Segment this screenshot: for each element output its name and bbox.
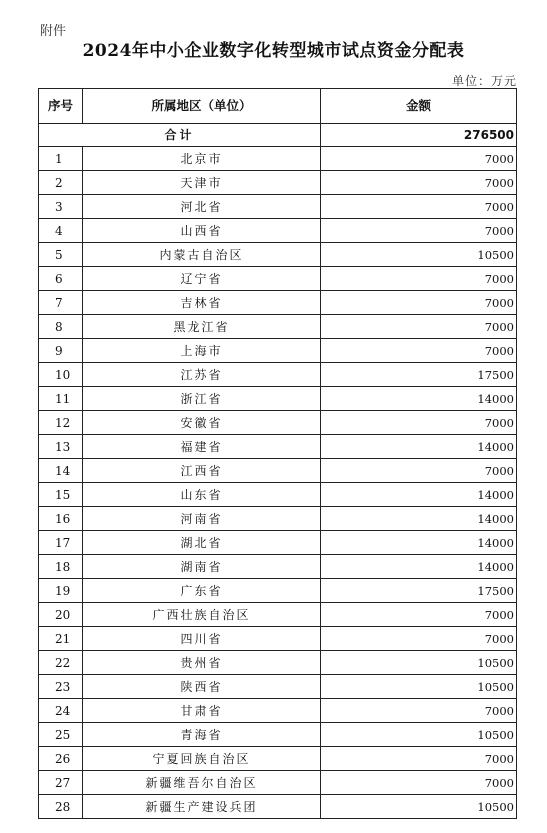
row-index: 5: [39, 243, 83, 267]
header-region: 所属地区（单位）: [83, 89, 321, 124]
total-label: 合计: [39, 124, 321, 147]
row-index: 3: [39, 195, 83, 219]
row-region: 安徽省: [83, 411, 321, 435]
row-region: 福建省: [83, 435, 321, 459]
row-region: 四川省: [83, 627, 321, 651]
row-index: 20: [39, 603, 83, 627]
row-amount: 7000: [321, 291, 517, 315]
attachment-label: 附件: [40, 24, 67, 39]
row-index: 7: [39, 291, 83, 315]
row-index: 15: [39, 483, 83, 507]
row-amount: 7000: [321, 339, 517, 363]
row-index: 23: [39, 675, 83, 699]
table-row: [39, 219, 517, 243]
row-amount: 14000: [321, 507, 517, 531]
row-amount: 7000: [321, 267, 517, 291]
row-index: 16: [39, 507, 83, 531]
row-amount: 7000: [321, 195, 517, 219]
unit-label: 单位：万元: [451, 74, 517, 88]
row-amount: 10500: [321, 243, 517, 267]
row-index: 22: [39, 651, 83, 675]
table-row: [39, 675, 517, 699]
table-row: [39, 483, 517, 507]
row-amount: 7000: [321, 315, 517, 339]
row-index: 1: [39, 147, 83, 171]
row-index: 12: [39, 411, 83, 435]
row-region: 甘肃省: [83, 699, 321, 723]
total-row: [39, 124, 517, 147]
row-region: 上海市: [83, 339, 321, 363]
row-index: 13: [39, 435, 83, 459]
table-row: [39, 699, 517, 723]
row-amount: 7000: [321, 603, 517, 627]
row-region: 黑龙江省: [83, 315, 321, 339]
table-row: [39, 147, 517, 171]
table-row: [39, 555, 517, 579]
table-row: [39, 771, 517, 795]
row-region: 湖南省: [83, 555, 321, 579]
row-region: 河北省: [83, 195, 321, 219]
table-row: [39, 411, 517, 435]
row-region: 江西省: [83, 459, 321, 483]
row-amount: 7000: [321, 459, 517, 483]
row-index: 25: [39, 723, 83, 747]
table-row: [39, 195, 517, 219]
table-header-row: [39, 89, 517, 124]
table-row: [39, 243, 517, 267]
row-region: 山东省: [83, 483, 321, 507]
row-amount: 14000: [321, 387, 517, 411]
table-row: [39, 171, 517, 195]
row-amount: 7000: [321, 147, 517, 171]
row-amount: 10500: [321, 795, 517, 819]
table-row: [39, 363, 517, 387]
row-amount: 7000: [321, 771, 517, 795]
table-row: [39, 387, 517, 411]
table-row: [39, 579, 517, 603]
table-row: [39, 723, 517, 747]
row-region: 辽宁省: [83, 267, 321, 291]
table-row: [39, 747, 517, 771]
table-row: [39, 267, 517, 291]
row-region: 广东省: [83, 579, 321, 603]
table-row: [39, 531, 517, 555]
row-region: 浙江省: [83, 387, 321, 411]
row-amount: 10500: [321, 675, 517, 699]
row-amount: 7000: [321, 627, 517, 651]
row-index: 8: [39, 315, 83, 339]
table-row: [39, 459, 517, 483]
row-amount: 14000: [321, 483, 517, 507]
row-index: 11: [39, 387, 83, 411]
row-amount: 14000: [321, 531, 517, 555]
header-index: 序号: [39, 89, 83, 124]
row-region: 新疆维吾尔自治区: [83, 771, 321, 795]
table-row: [39, 315, 517, 339]
row-region: 青海省: [83, 723, 321, 747]
row-region: 贵州省: [83, 651, 321, 675]
row-amount: 14000: [321, 435, 517, 459]
row-index: 26: [39, 747, 83, 771]
row-amount: 17500: [321, 363, 517, 387]
row-region: 北京市: [83, 147, 321, 171]
row-index: 10: [39, 363, 83, 387]
table-row: [39, 435, 517, 459]
row-region: 天津市: [83, 171, 321, 195]
row-region: 河南省: [83, 507, 321, 531]
row-region: 湖北省: [83, 531, 321, 555]
document-title: 2024年中小企业数字化转型城市试点资金分配表: [82, 41, 465, 61]
row-index: 24: [39, 699, 83, 723]
table-row: [39, 603, 517, 627]
row-amount: 7000: [321, 171, 517, 195]
row-index: 2: [39, 171, 83, 195]
row-region: 新疆生产建设兵团: [83, 795, 321, 819]
table-row: [39, 339, 517, 363]
row-index: 9: [39, 339, 83, 363]
row-amount: 14000: [321, 555, 517, 579]
row-amount: 10500: [321, 651, 517, 675]
row-region: 吉林省: [83, 291, 321, 315]
row-region: 宁夏回族自治区: [83, 747, 321, 771]
table-row: [39, 291, 517, 315]
table-row: [39, 507, 517, 531]
total-amount: 276500: [321, 124, 517, 147]
row-index: 14: [39, 459, 83, 483]
row-amount: 7000: [321, 411, 517, 435]
row-region: 陕西省: [83, 675, 321, 699]
row-amount: 7000: [321, 219, 517, 243]
row-region: 内蒙古自治区: [83, 243, 321, 267]
row-index: 18: [39, 555, 83, 579]
table-row: [39, 651, 517, 675]
row-amount: 17500: [321, 579, 517, 603]
row-index: 21: [39, 627, 83, 651]
row-index: 17: [39, 531, 83, 555]
table-row: [39, 795, 517, 819]
row-region: 广西壮族自治区: [83, 603, 321, 627]
row-amount: 7000: [321, 699, 517, 723]
row-region: 江苏省: [83, 363, 321, 387]
header-amount: 金额: [321, 89, 517, 124]
row-amount: 7000: [321, 747, 517, 771]
row-amount: 10500: [321, 723, 517, 747]
row-index: 19: [39, 579, 83, 603]
row-index: 4: [39, 219, 83, 243]
row-region: 山西省: [83, 219, 321, 243]
allocation-table: [38, 88, 517, 819]
row-index: 27: [39, 771, 83, 795]
row-index: 6: [39, 267, 83, 291]
row-index: 28: [39, 795, 83, 819]
table-row: [39, 627, 517, 651]
